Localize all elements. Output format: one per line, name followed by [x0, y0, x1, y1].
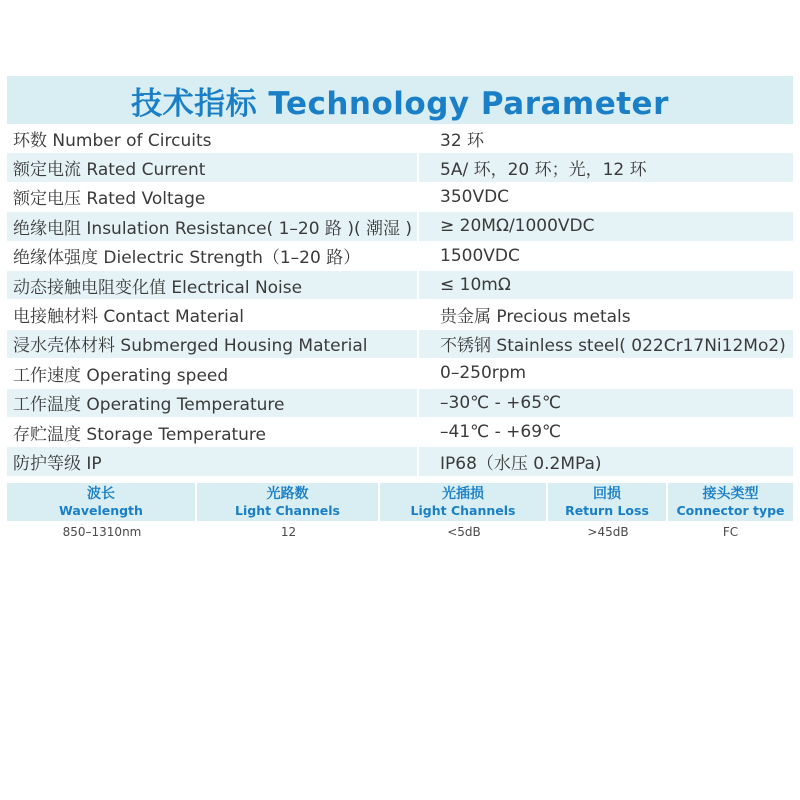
- header-light-channels: [197, 483, 380, 521]
- spec-label: 工作温度 Operating Temperature: [7, 389, 419, 417]
- spec-label: 防护等级 IP: [7, 447, 419, 475]
- spec-value: IP68（水压 0.2MPa): [440, 453, 602, 474]
- spec-value: –30℃ - +65℃: [440, 392, 562, 413]
- spec-row-operating-speed: [7, 359, 793, 388]
- header-zh: 光路数: [266, 486, 309, 502]
- header-wavelength: [7, 483, 197, 521]
- spec-value: 5A/ 环，20 环；光，12 环: [440, 160, 647, 181]
- value-wavelength: 850–1310nm: [62, 525, 142, 539]
- header-en: Connector type: [676, 503, 785, 518]
- header-zh: 接头类型: [702, 486, 759, 502]
- spec-value: ≤ 10mΩ: [440, 275, 511, 296]
- spec-label: 浸水壳体材料 Submerged Housing Material: [7, 330, 419, 358]
- header-zh: 光插损: [442, 486, 484, 502]
- spec-table: [7, 124, 793, 477]
- spec-value: 贵金属 Precious metals: [440, 307, 631, 328]
- spec-label: 动态接触电阻变化值 Electrical Noise: [7, 271, 419, 299]
- spec-row-dielectric-strength: [7, 242, 793, 271]
- value-insertion-loss: <5dB: [447, 525, 481, 539]
- spec-row-contact-material: [7, 300, 793, 329]
- header-en: Light Channels: [410, 503, 516, 518]
- header-en: Return Loss: [565, 503, 649, 518]
- spec-label: 环数 Number of Circuits: [7, 124, 419, 152]
- spec-row-rated-voltage: [7, 183, 793, 212]
- spec-label: 额定电压 Rated Voltage: [7, 183, 419, 211]
- value-return-loss: >45dB: [587, 525, 629, 539]
- spec-label: 电接触材料 Contact Material: [7, 300, 419, 328]
- spec-row-housing-material: [7, 330, 793, 359]
- spec-row-ip-rating: [7, 447, 793, 476]
- spec-value: 不锈钢 Stainless steel( 022Cr17Ni12Mo2): [440, 336, 786, 357]
- title-bar: [7, 76, 793, 124]
- optical-value-row: [7, 521, 793, 543]
- header-connector-type: [668, 483, 793, 521]
- header-return-loss: [548, 483, 668, 521]
- spec-label: 绝缘电阻 Insulation Resistance( 1–20 路 )( 潮湿 ): [7, 212, 419, 240]
- header-en: Wavelength: [59, 503, 143, 518]
- optical-spec-table: [7, 483, 793, 543]
- spec-value: 1500VDC: [440, 245, 520, 266]
- spec-value: 350VDC: [440, 186, 510, 207]
- optical-header-row: [7, 483, 793, 521]
- spec-row-operating-temperature: [7, 389, 793, 418]
- spec-value: 32 环: [440, 130, 485, 151]
- spec-row-insulation-resistance: [7, 212, 793, 241]
- spec-row-rated-current: [7, 153, 793, 182]
- spec-row-electrical-noise: [7, 271, 793, 300]
- spec-value: ≥ 20MΩ/1000VDC: [440, 216, 595, 237]
- value-light-channels: 12: [280, 525, 297, 539]
- spec-label: 绝缘体强度 Dielectric Strength（1–20 路）: [7, 242, 419, 270]
- value-connector-type: FC: [722, 525, 739, 539]
- spec-value: 0–250rpm: [440, 363, 527, 384]
- spec-value: –41℃ - +69℃: [440, 422, 562, 443]
- spec-row-storage-temperature: [7, 418, 793, 447]
- spec-label: 工作速度 Operating speed: [7, 359, 419, 387]
- header-zh: 回损: [593, 486, 621, 502]
- spec-label: 额定电流 Rated Current: [7, 153, 419, 181]
- header-zh: 波长: [87, 486, 115, 502]
- header-en: Light Channels: [235, 503, 340, 518]
- header-insertion-loss: [380, 483, 548, 521]
- spec-label: 存贮温度 Storage Temperature: [7, 418, 419, 446]
- page-title: 技术指标 Technology Parameter: [131, 85, 669, 122]
- spec-row-circuits: [7, 124, 793, 153]
